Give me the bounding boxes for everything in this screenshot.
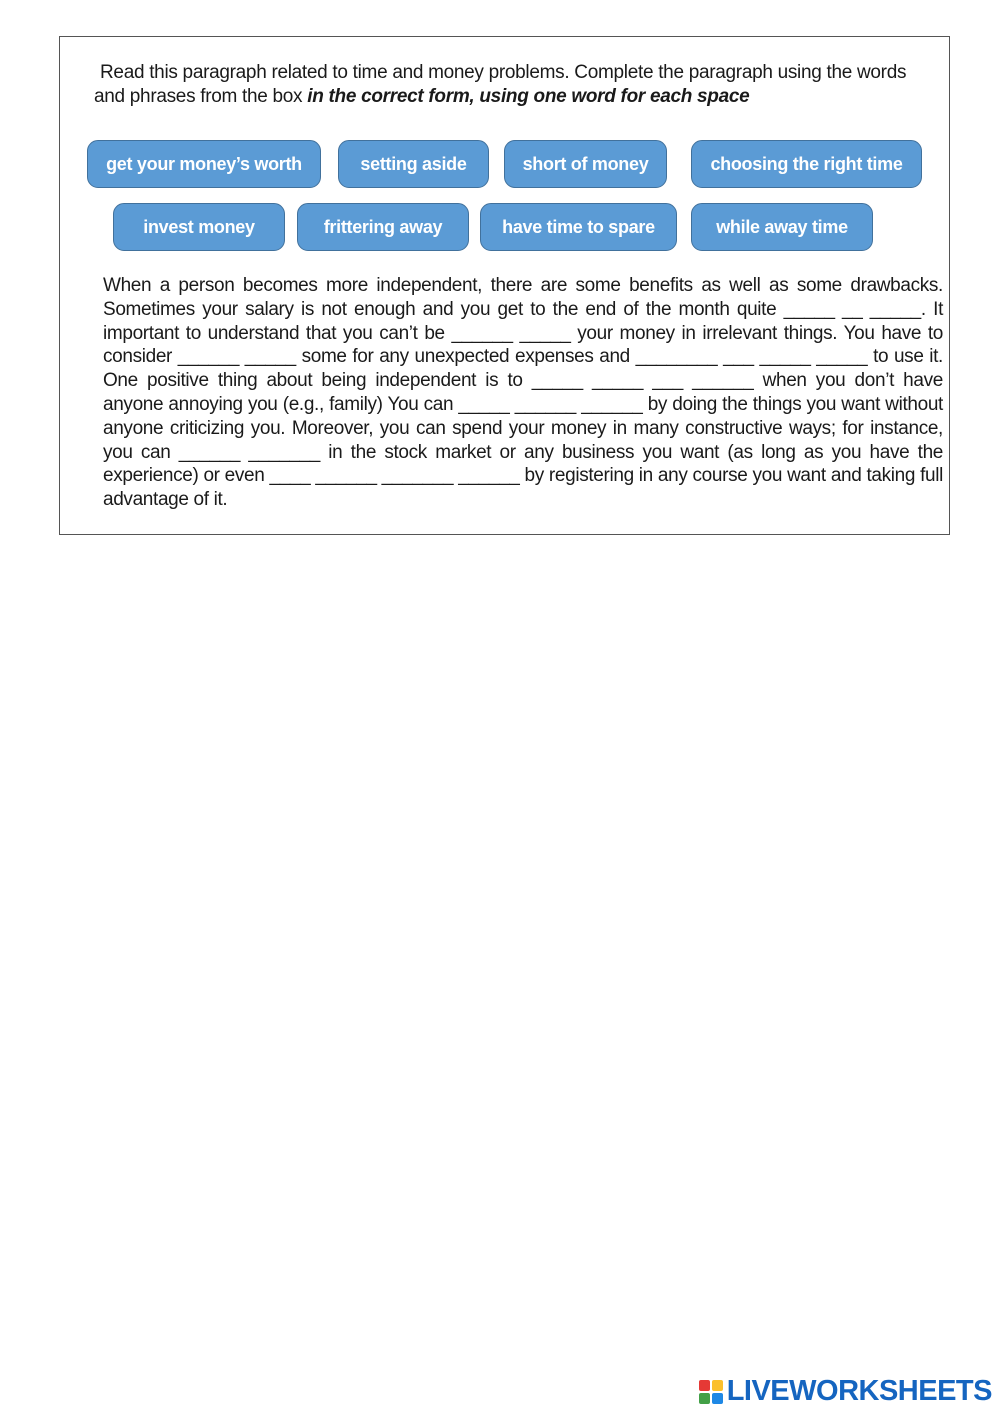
word-bank-item[interactable]: get your money’s worth	[87, 140, 321, 188]
fill-in-passage: When a person becomes more independent, there are some benefits as well as some drawbacks. Sometimes your salary is not enough and you get to the end of the month quite _____ __ _____. It important to understand that you can’t be ______ _____ your money in irrelevant things. You have to consider ______ _____ some for any unexpected expenses and ________ ___ _____ _____ to use it. One positive thing about being independent is to _____ _____ ___ ______ when you don’t have anyone annoying you (e.g., family) You can _____ ______ ______ by doing the things you want without anyone criticizing you. Moreover, you can spend your money in many constructive ways; for instance, you can ______ _______ in the stock market or any business you want (as long as you have the experience) or even ____ ______ _______ ______ by registering in any course you want and taking full advantage of it.	[103, 275, 943, 511]
instructions-line-1: Read this paragraph related to time and money problems. Complete the paragraph using the words	[100, 62, 907, 83]
word-bank-item[interactable]: invest money	[113, 203, 285, 251]
logo-square-red	[699, 1380, 710, 1391]
word-bank-item[interactable]: frittering away	[297, 203, 469, 251]
logo-square-green	[699, 1393, 710, 1404]
word-bank-item[interactable]: have time to spare	[480, 203, 677, 251]
liveworksheets-logo[interactable]	[699, 1375, 992, 1408]
logo-square-blue	[712, 1393, 723, 1404]
instructions-emphasis: in the correct form, using one word for each space	[307, 86, 750, 107]
word-bank-item[interactable]: setting aside	[338, 140, 489, 188]
word-bank-item[interactable]: short of money	[504, 140, 667, 188]
word-bank-item[interactable]: choosing the right time	[691, 140, 922, 188]
word-bank-item[interactable]: while away time	[691, 203, 873, 251]
instructions-line-2: and phrases from the box	[94, 86, 308, 107]
logo-square-yellow	[712, 1380, 723, 1391]
liveworksheets-logo-icon	[699, 1380, 723, 1404]
instructions	[94, 61, 946, 109]
logo-text: LIVEWORKSHEETS	[726, 1375, 992, 1407]
